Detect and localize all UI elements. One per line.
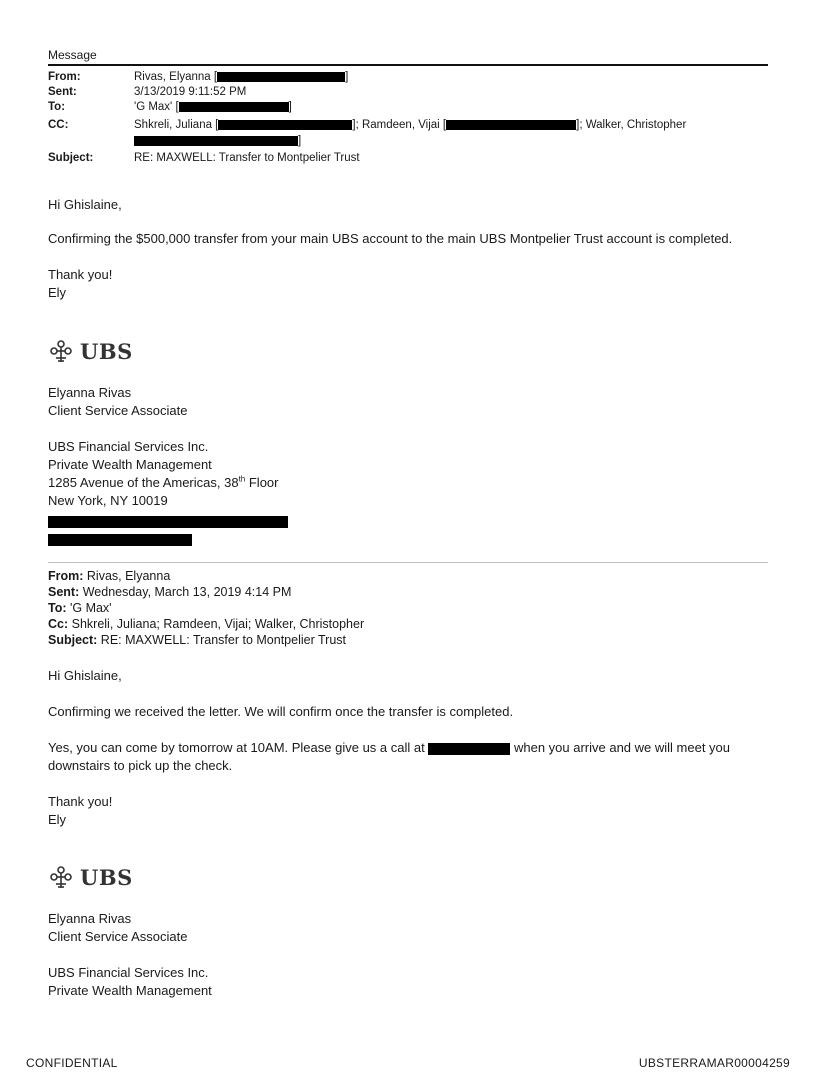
orig-thanks: Thank you! xyxy=(48,794,113,809)
sig-city: New York, NY 10019 xyxy=(48,493,168,508)
message-label: Message xyxy=(48,48,97,62)
ubs-logo xyxy=(48,338,133,364)
from-value: Rivas, Elyanna [ xyxy=(134,71,218,83)
header-to-row xyxy=(48,100,292,114)
sent-label: Sent: xyxy=(48,86,77,98)
orig-subject-row: Subject: RE: MAXWELL: Transfer to Montpelier Trust xyxy=(48,633,347,647)
header-subject-row xyxy=(48,151,360,165)
cc-value-3: ]; Walker, Christopher xyxy=(576,119,687,131)
cc-value-4: ] xyxy=(298,135,302,147)
orig-sign: Ely xyxy=(48,812,67,827)
sig-title: Client Service Associate xyxy=(48,403,188,418)
redaction xyxy=(428,743,510,755)
orig-from-row: From: Rivas, Elyanna xyxy=(48,569,171,583)
sig-division: Private Wealth Management xyxy=(48,457,212,472)
orig-body-2: Yes, you can come by tomorrow at 10AM. Please give us a call at when you arrive and we will meet you xyxy=(48,740,731,755)
header-cc-row xyxy=(48,118,686,132)
header-sent-row xyxy=(48,85,246,99)
ubs-wordmark: UBS xyxy=(80,864,133,890)
sig2-title: Client Service Associate xyxy=(48,929,188,944)
cc-value-1: Shkreli, Juliana [ xyxy=(134,119,219,131)
confidential-label: CONFIDENTIAL xyxy=(26,1056,118,1070)
ubs-logo xyxy=(48,864,133,890)
subject-label: Subject: xyxy=(48,152,94,164)
sig2-division: Private Wealth Management xyxy=(48,983,212,998)
sig-name: Elyanna Rivas xyxy=(48,385,132,400)
orig-body-2-line-2: downstairs to pick up the check. xyxy=(48,758,233,773)
redaction xyxy=(48,534,192,546)
orig-to-row: To: 'G Max' xyxy=(48,601,112,615)
reply-body: Confirming the $500,000 transfer from your main UBS account to the main UBS Montpelier Trust account is completed. xyxy=(48,231,733,246)
sent-value: 3/13/2019 9:11:52 PM xyxy=(134,86,247,98)
reply-sign: Ely xyxy=(48,285,67,300)
reply-greeting: Hi Ghislaine, xyxy=(48,197,122,212)
ubs-wordmark: UBS xyxy=(80,338,133,364)
from-label: From: xyxy=(48,71,81,83)
sig-redacted-email xyxy=(48,530,192,548)
redaction xyxy=(446,120,576,130)
orig-greeting: Hi Ghislaine, xyxy=(48,668,122,683)
header-from-row xyxy=(48,70,348,84)
to-close: ] xyxy=(288,101,292,113)
from-close: ] xyxy=(345,71,349,83)
cc-value-2: ]; Ramdeen, Vijai [ xyxy=(352,119,447,131)
redaction xyxy=(218,120,352,130)
reply-thanks: Thank you! xyxy=(48,267,113,282)
to-label: To: xyxy=(48,101,66,113)
ubs-keys-icon xyxy=(48,338,74,364)
sig-company: UBS Financial Services Inc. xyxy=(48,439,209,454)
header-rule xyxy=(48,64,768,66)
sig2-name: Elyanna Rivas xyxy=(48,911,132,926)
redaction xyxy=(134,136,298,146)
redaction xyxy=(217,72,345,82)
orig-cc-row: Cc: Shkreli, Juliana; Ramdeen, Vijai; Walker, Christopher xyxy=(48,617,365,631)
ubs-keys-icon xyxy=(48,864,74,890)
sig-address: 1285 Avenue of the Americas, 38th Floor xyxy=(48,474,279,490)
sig-redacted-phone xyxy=(48,512,288,530)
orig-sent-row: Sent: Wednesday, March 13, 2019 4:14 PM xyxy=(48,585,292,599)
orig-body-1: Confirming we received the letter. We will confirm once the transfer is completed. xyxy=(48,704,514,719)
thread-divider xyxy=(48,562,768,563)
bates-number: UBSTERRAMAR00004259 xyxy=(638,1056,790,1070)
redaction xyxy=(179,102,289,112)
header-cc-row-2 xyxy=(48,134,301,148)
subject-value: RE: MAXWELL: Transfer to Montpelier Trust xyxy=(134,152,360,164)
cc-label: CC: xyxy=(48,119,69,131)
redaction xyxy=(48,516,288,528)
to-value: 'G Max' [ xyxy=(134,101,179,113)
sig2-company: UBS Financial Services Inc. xyxy=(48,965,209,980)
